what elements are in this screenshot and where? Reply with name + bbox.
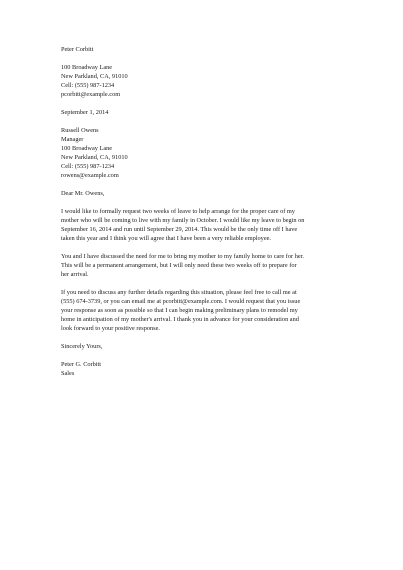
closing-block	[61, 342, 346, 351]
signature-block	[61, 360, 346, 378]
recipient-phone: Cell: (555) 987-1234	[61, 163, 115, 170]
paragraph-line: (555) 674-3739, or you can email me at pcorbitt@example.com. I would request that you issue	[61, 298, 301, 305]
paragraph-line: You and I have discussed the need for me to bring my mother to my family home to care for her.	[61, 253, 304, 260]
sender-email: pcorbitt@example.com	[61, 91, 121, 98]
paragraph-line: I would like to formally request two weeks of leave to help arrange for the proper care of my	[61, 208, 295, 215]
paragraph-line: If you need to discuss any further details regarding this situation, please feel free to call me at	[61, 289, 297, 296]
letter-date: September 1, 2014	[61, 109, 109, 116]
recipient-block	[61, 126, 346, 180]
paragraph-line: September 16, 2014 and run until September 29, 2014. This would be the only time off I have	[61, 226, 298, 233]
letter	[61, 45, 346, 387]
signature-department: Sales	[61, 370, 75, 377]
paragraph-line: her arrival.	[61, 271, 89, 278]
paragraph-line: This will be a permanent arrangement, but I will only need these two weeks off to prepare for	[61, 262, 297, 269]
sender-name: Peter Corbitt	[61, 46, 94, 53]
paragraph-line: home in anticipation of my mother's arrival. I thank you in advance for your consideration and	[61, 316, 299, 323]
recipient-address-line1: 100 Broadway Lane	[61, 145, 113, 152]
body-paragraph-3	[61, 288, 346, 333]
paragraph-line: look forward to your positive response.	[61, 325, 160, 332]
sender-address-line1: 100 Broadway Lane	[61, 64, 113, 71]
sender-block	[61, 45, 346, 99]
body-paragraph-2	[61, 252, 346, 279]
paragraph-line: taken this year and I think you will agree that I have been a very reliable employee.	[61, 235, 271, 242]
recipient-title: Manager	[61, 136, 84, 143]
sender-address-line2: New Parkland, CA, 91010	[61, 73, 128, 80]
salutation-block	[61, 189, 346, 198]
date-block	[61, 108, 346, 117]
paragraph-line: mother who will be coming to live with my family in October. I would like my leave to begin on	[61, 217, 305, 224]
salutation: Dear Mr. Owens,	[61, 190, 105, 197]
recipient-address-line2: New Parkland, CA, 91010	[61, 154, 128, 161]
recipient-email: rowens@example.com	[61, 172, 119, 179]
recipient-name: Russell Owens	[61, 127, 99, 134]
signature-name: Peter G. Corbitt	[61, 361, 102, 368]
sender-phone: Cell: (555) 987-1234	[61, 82, 115, 89]
body-paragraph-1	[61, 207, 346, 243]
closing: Sincerely Yours,	[61, 343, 103, 350]
paragraph-line: your response as soon as possible so that I can begin making preliminary plans to remodel my	[61, 307, 298, 314]
